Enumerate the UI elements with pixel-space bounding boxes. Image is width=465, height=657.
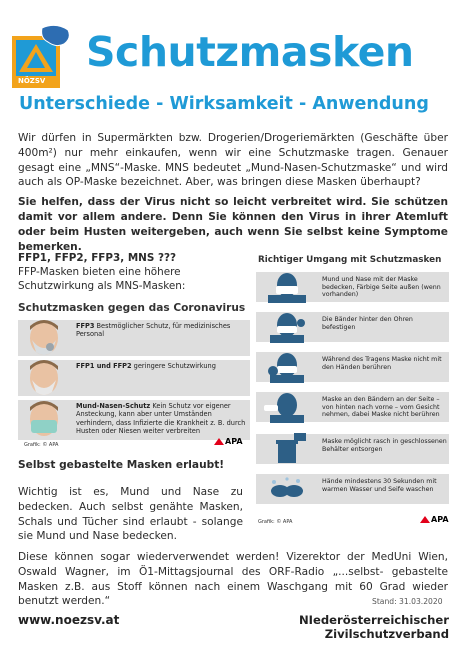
page-title: Schutzmasken bbox=[86, 28, 414, 76]
wash-hands-icon bbox=[262, 473, 312, 505]
usage-step bbox=[256, 309, 449, 345]
noezsv-logo bbox=[12, 22, 72, 88]
usage-step bbox=[256, 431, 449, 467]
apa-logo: APA bbox=[214, 437, 243, 446]
mask-type-row bbox=[18, 318, 250, 358]
usage-step-text: Maske an den Bändern an der Seite – von hinten nach vorne – vom Gesicht nehmen, dabei Maske nicht berühren bbox=[322, 396, 440, 419]
bold-paragraph: Sie helfen, dass der Virus nicht so leicht verbreitet wird. Sie schützen damit vor allem andere. Denn Sie können den Virus in ihrer Atemluft oder beim Husten weitergeben, auch wenn Sie selbst keine Symptome bemerken. bbox=[18, 196, 448, 253]
usage-step bbox=[256, 389, 449, 425]
ffp-text: FFP-Masken bieten eine höhere Schutzwirkung als MNS-Masken: bbox=[18, 266, 186, 292]
diy-heading: Selbst gebastelte Masken erlaubt! bbox=[18, 459, 225, 471]
ffp-heading: FFP1, FFP2, FFP3, MNS ??? bbox=[18, 252, 177, 264]
usage-step-text: Während des Tragens Maske nicht mit den Händen berühren bbox=[322, 356, 442, 371]
mask-type-text: Mund-Nasen-Schutz Kein Schutz vor eigener Ansteckung, kann aber unter Umständen verhindern, dass Infizierte die Krankheit z. B. durch Husten oder Niesen weiter verbreiten bbox=[76, 402, 246, 435]
usage-step bbox=[256, 471, 449, 507]
logo-text: NÖZSV bbox=[18, 77, 46, 85]
mask-type-row bbox=[18, 398, 250, 442]
dispose-bin-icon bbox=[264, 433, 314, 465]
tie-bands-icon bbox=[262, 311, 312, 343]
apa-logo: APA bbox=[420, 515, 449, 524]
footer-url-link[interactable]: www.noezsv.at bbox=[18, 613, 120, 627]
ffp2-face-icon bbox=[22, 360, 68, 398]
page-subtitle: Unterschiede - Wirksamkeit - Anwendung bbox=[19, 94, 429, 114]
usage-step bbox=[256, 349, 449, 385]
usage-step-text: Hände mindestens 30 Sekunden mit warmen Wasser und Seife waschen bbox=[322, 478, 437, 493]
graphic-credit: Grafik: © APA bbox=[258, 519, 293, 525]
usage-step-text: Maske möglicht rasch in geschlossenen Behälter entsorgen bbox=[322, 438, 447, 453]
no-touch-icon bbox=[262, 351, 312, 383]
mask-types-graphic bbox=[18, 302, 250, 450]
mask-usage-title: Richtiger Umgang mit Schutzmasken bbox=[258, 255, 442, 265]
mns-face-icon bbox=[22, 400, 68, 440]
intro-paragraph: Wir dürfen in Supermärkten bzw. Drogerien/Drogeriemärkten (Geschäfte über 400m²) nur mehr einkaufen, wenn wir eine Schutzmaske tragen. Genauer gesagt eine „MNS“-Maske. MNS bedeutet „Mund-Nasen-Schutzmaske“ und wird auch als OP-Maske bezeichnet. Aber, was bringen diese Masken überhaupt? bbox=[18, 132, 448, 189]
footer-organization: NIederösterreichischer Zivilschutzverband bbox=[298, 613, 449, 641]
usage-step-text: Die Bänder hinter den Ohren befestigen bbox=[322, 316, 413, 331]
usage-step-text: Mund und Nase mit der Maske bedecken, Färbige Seite außen (wenn vorhanden) bbox=[322, 276, 441, 299]
mask-type-row bbox=[18, 358, 250, 398]
mask-usage-graphic bbox=[256, 255, 449, 535]
graphic-credit: Grafik: © APA bbox=[24, 442, 59, 448]
closing-paragraph: Diese können sogar wiederverwendet werden! Vizerektor der MedUni Wien, Oswald Wagner, im Ö1-Mittagsjournal des ORF-Radio „...selbst- gebastelte Masken z.B. aus Stoff können nach einem Waschgang mit 60 Grad wieder benutzt werden.“ bbox=[18, 551, 448, 608]
remove-mask-icon bbox=[262, 391, 312, 423]
stand-date: Stand: 31.03.2020 bbox=[372, 597, 443, 606]
put-on-mask-icon bbox=[262, 271, 312, 303]
mask-types-title: Schutzmasken gegen das Coronavirus bbox=[18, 302, 246, 314]
mask-type-text: FFP1 und FFP2 geringere Schutzwirkung bbox=[76, 362, 216, 370]
ffp3-face-icon bbox=[22, 320, 68, 358]
usage-step bbox=[256, 269, 449, 305]
mask-type-text: FFP3 Bestmöglicher Schutz, für medizinisches Personal bbox=[76, 322, 231, 339]
diy-text: Wichtig ist es, Mund und Nase zu bedecken. Auch selbst genähte Masken, Schals und Tücher sind erlaubt - solange sie Mund und Nase bedecken. bbox=[18, 486, 243, 543]
